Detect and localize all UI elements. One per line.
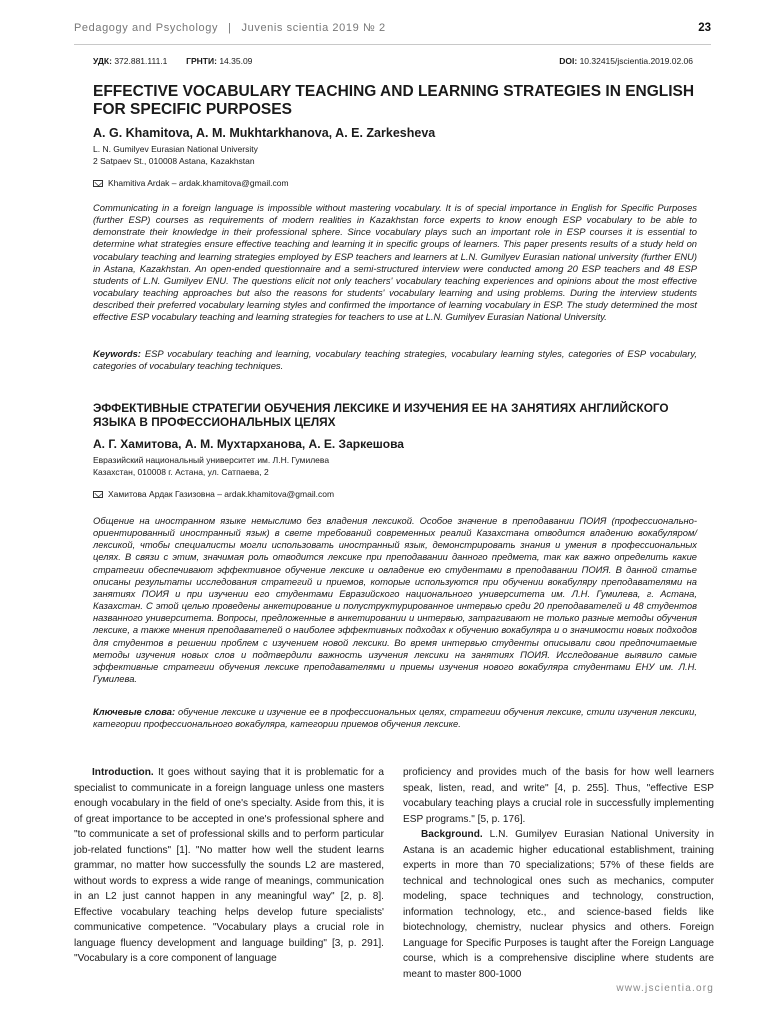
english-abstract: Communicating in a foreign language is impossible without mastering vocabulary. It is of special importance in English for Specific Purposes (further ESP) courses as requirements of modern realities in Kazakhstan force experts to know enough ESP vocabulary to be able to demonstrate their knowledge in their professional sphere. Since vocabulary plays such an important role in ESP courses it is essential to determine what strategies ensure effective teaching and learning it in specific groups of learners. This paper presents results of a study held on vocabulary teaching and learning strategies employed by ESP teachers and learners at L.N. Gumilyev Eurasian national university (further ENU) in Astana, Kazakhstan. An open-ended questionnaire and a semi-structured interview were conducted among 20 ESP teachers and 48 ESP students of L.N. Gumilyev ENU. The questions elicit not only teachers' vocabulary teaching experiences and opinions about the most effective vocabulary teaching approaches but also the reasons for students' vocabulary learning and using problems. During the interview students described their preferred vocabulary learning styles and confirmed the importance of learning vocabulary in ESP. The study determined the most effective ESP vocabulary teaching and learning strategies for teachers to use at L.N. Gumilyev Eurasian National University. <box>93 202 697 323</box>
body-right-column <box>403 765 714 982</box>
envelope-icon <box>93 180 103 187</box>
russian-keywords <box>93 706 697 730</box>
russian-address: Казахстан, 010008 г. Астана, ул. Сатпаева, 2 <box>93 467 269 477</box>
russian-abstract: Общение на иностранном языке немыслимо без владения лексикой. Особое значение в преподавании ПОИЯ (профессионально-ориентированный иностранный язык) в свете требований современных реалий Казахстана отводится владению вокабуляром/лексикой, чтобы специалисты могли использовать иностранный язык, демонстрировать знания и умения в профессиональных целях. В связи с этим, значимая роль отводится лексике при преподавании данного предмета, так как важно определить какие стратегии обеспечивают эффективное обучение лексике и овладение ею студентами в преподавании ПОИЯ. В данной статье описаны результаты исследования стратегий и приемов, которые используются при обучении вокабуляру преподавателями на занятиях ПОИЯ и при изучении его студентами Евразийского национального университета им. Л.Н. Гумилева, г. Астана, Казахстан. С этой целью проведены анкетирование и полуструктурированное интервью среди 20 преподавателей и 48 студентов названного университета. Вопросы, предложенные в анкетировании и интервью, затрагивают не только разные методы обучения лексике, а также мнения преподавателей о наиболее эффективных подходах к обучению вокабуляра и о значимости новых подходов для студентов в решении проблем с изучением новой лексики. Во время интервью студенты описывали свои предпочитаемые методы изучения новых слов и подтвердили важность изучения лексики на занятиях ПОИЯ. Исследование выявило самые эффективные стратегии обучения лексике преподавателями и приемы изучения нового вокабуляра студентами ЕНУ им. Л.Н. Гумилева. <box>93 515 697 685</box>
english-keywords <box>93 348 697 372</box>
introduction-paragraph <box>74 765 384 967</box>
russian-keywords-text: обучение лексике и изучение ее в профессиональных целях, стратегии обучения лексике, стили изучения лексики, категории профессионального вокабуляра, категории приемов обучения лексике. <box>93 706 697 730</box>
english-email: Khamitiva Ardak – ardak.khamitova@gmail.com <box>108 178 289 188</box>
running-head <box>74 22 386 34</box>
udc-label: УДК: <box>93 56 112 66</box>
russian-keywords-label: Ключевые слова: <box>93 706 176 717</box>
english-authors: A. G. Khamitova, A. M. Mukhtarkhanova, A. E. Zarkesheva <box>93 126 436 140</box>
russian-email-line <box>93 489 334 499</box>
keywords-label: Keywords: <box>93 348 141 359</box>
doi <box>559 56 693 66</box>
background-text: L.N. Gumilyev Eurasian National University in Astana is an academic higher educational establishment, training experts in more than 70 specializations; 57% of these fields are technical and technological ones such as mechanics, computer modeling, space techniques and technology, construction, information technology, etc., and science-based fields like biotechnology, chemistry, nuclear physics and others. Foreign Language for Specific Purposes is taught after the Foreign Language course, which is a comprehensive discipline where students are meant to master 800-1000 <box>403 829 714 980</box>
russian-email: Хамитова Ардак Газизовна – ardak.khamitova@gmail.com <box>108 489 335 499</box>
grnti-label: ГРНТИ: <box>186 56 217 66</box>
footer-url: www.jscientia.org <box>616 983 714 994</box>
doi-value: 10.32415/jscientia.2019.02.06 <box>579 56 693 66</box>
header-separator: | <box>228 22 232 34</box>
header-rule <box>74 44 711 45</box>
grnti-value: 14.35.09 <box>219 56 253 66</box>
introduction-text: It goes without saying that it is problematic for a specialist to communicate in a foreign language unless one masters enough vocabulary in the field of one's specialty. Aside from this, it is of great importance to be accepted in one's professional sphere and "to communicate a set of professional skills and to perform particular job-related functions" [1]. "No matter how well the student learns grammar, no matter how successfully the sounds L2 are mastered, without words to express a wide range of meanings, communication in an L2 just cannot happen in any meaningful way" [2, p. 8]. Effective vocabulary teaching helps develop future specialists' communicative competence. "Vocabulary plays a crucial role in language fluency development and language building" [3, p. 291]. "Vocabulary is a core component of language <box>74 767 384 964</box>
journal-issue: Juvenis scientia 2019 № 2 <box>241 22 386 34</box>
background-heading: Background. <box>421 829 483 840</box>
continuation-paragraph: proficiency and provides much of the basis for how well learners speak, listen, read, and write" [4, p. 255]. Thus, "effective ESP vocabulary teaching plays a crucial role in successfully implementing ESP programs." [5, p. 176]. <box>403 767 714 825</box>
doi-label: DOI: <box>559 56 578 66</box>
envelope-icon <box>93 491 103 498</box>
article-identifiers <box>93 56 252 66</box>
keywords-text: ESP vocabulary teaching and learning, vocabulary teaching strategies, vocabulary learning styles, categories of ESP vocabulary, categories of vocabulary teaching techniques. <box>93 348 697 372</box>
russian-authors: А. Г. Хамитова, А. М. Мухтарханова, А. Е. Заркешова <box>93 437 404 451</box>
body-left-column <box>74 765 384 967</box>
udc-value: 372.881.111.1 <box>114 56 168 66</box>
background-paragraph <box>403 827 714 982</box>
russian-affiliation: Евразийский национальный университет им. Л.Н. Гумилева <box>93 455 330 465</box>
introduction-heading: Introduction. <box>92 767 154 778</box>
english-affiliation: L. N. Gumilyev Eurasian National University <box>93 144 258 154</box>
russian-title: ЭФФЕКТИВНЫЕ СТРАТЕГИИ ОБУЧЕНИЯ ЛЕКСИКЕ И ИЗУЧЕНИЯ ЕЕ НА ЗАНЯТИЯХ АНГЛИЙСКОГО ЯЗЫКА В ПРОФЕССИОНАЛЬНЫХ ЦЕЛЯХ <box>93 401 669 429</box>
english-email-line <box>93 178 289 188</box>
page-number: 23 <box>698 22 711 34</box>
english-address: 2 Satpaev St., 010008 Astana, Kazakhstan <box>93 156 255 166</box>
english-title: EFFECTIVE VOCABULARY TEACHING AND LEARNING STRATEGIES IN ENGLISH FOR SPECIFIC PURPOSES <box>93 83 695 118</box>
journal-section: Pedagogy and Psychology <box>74 22 219 34</box>
